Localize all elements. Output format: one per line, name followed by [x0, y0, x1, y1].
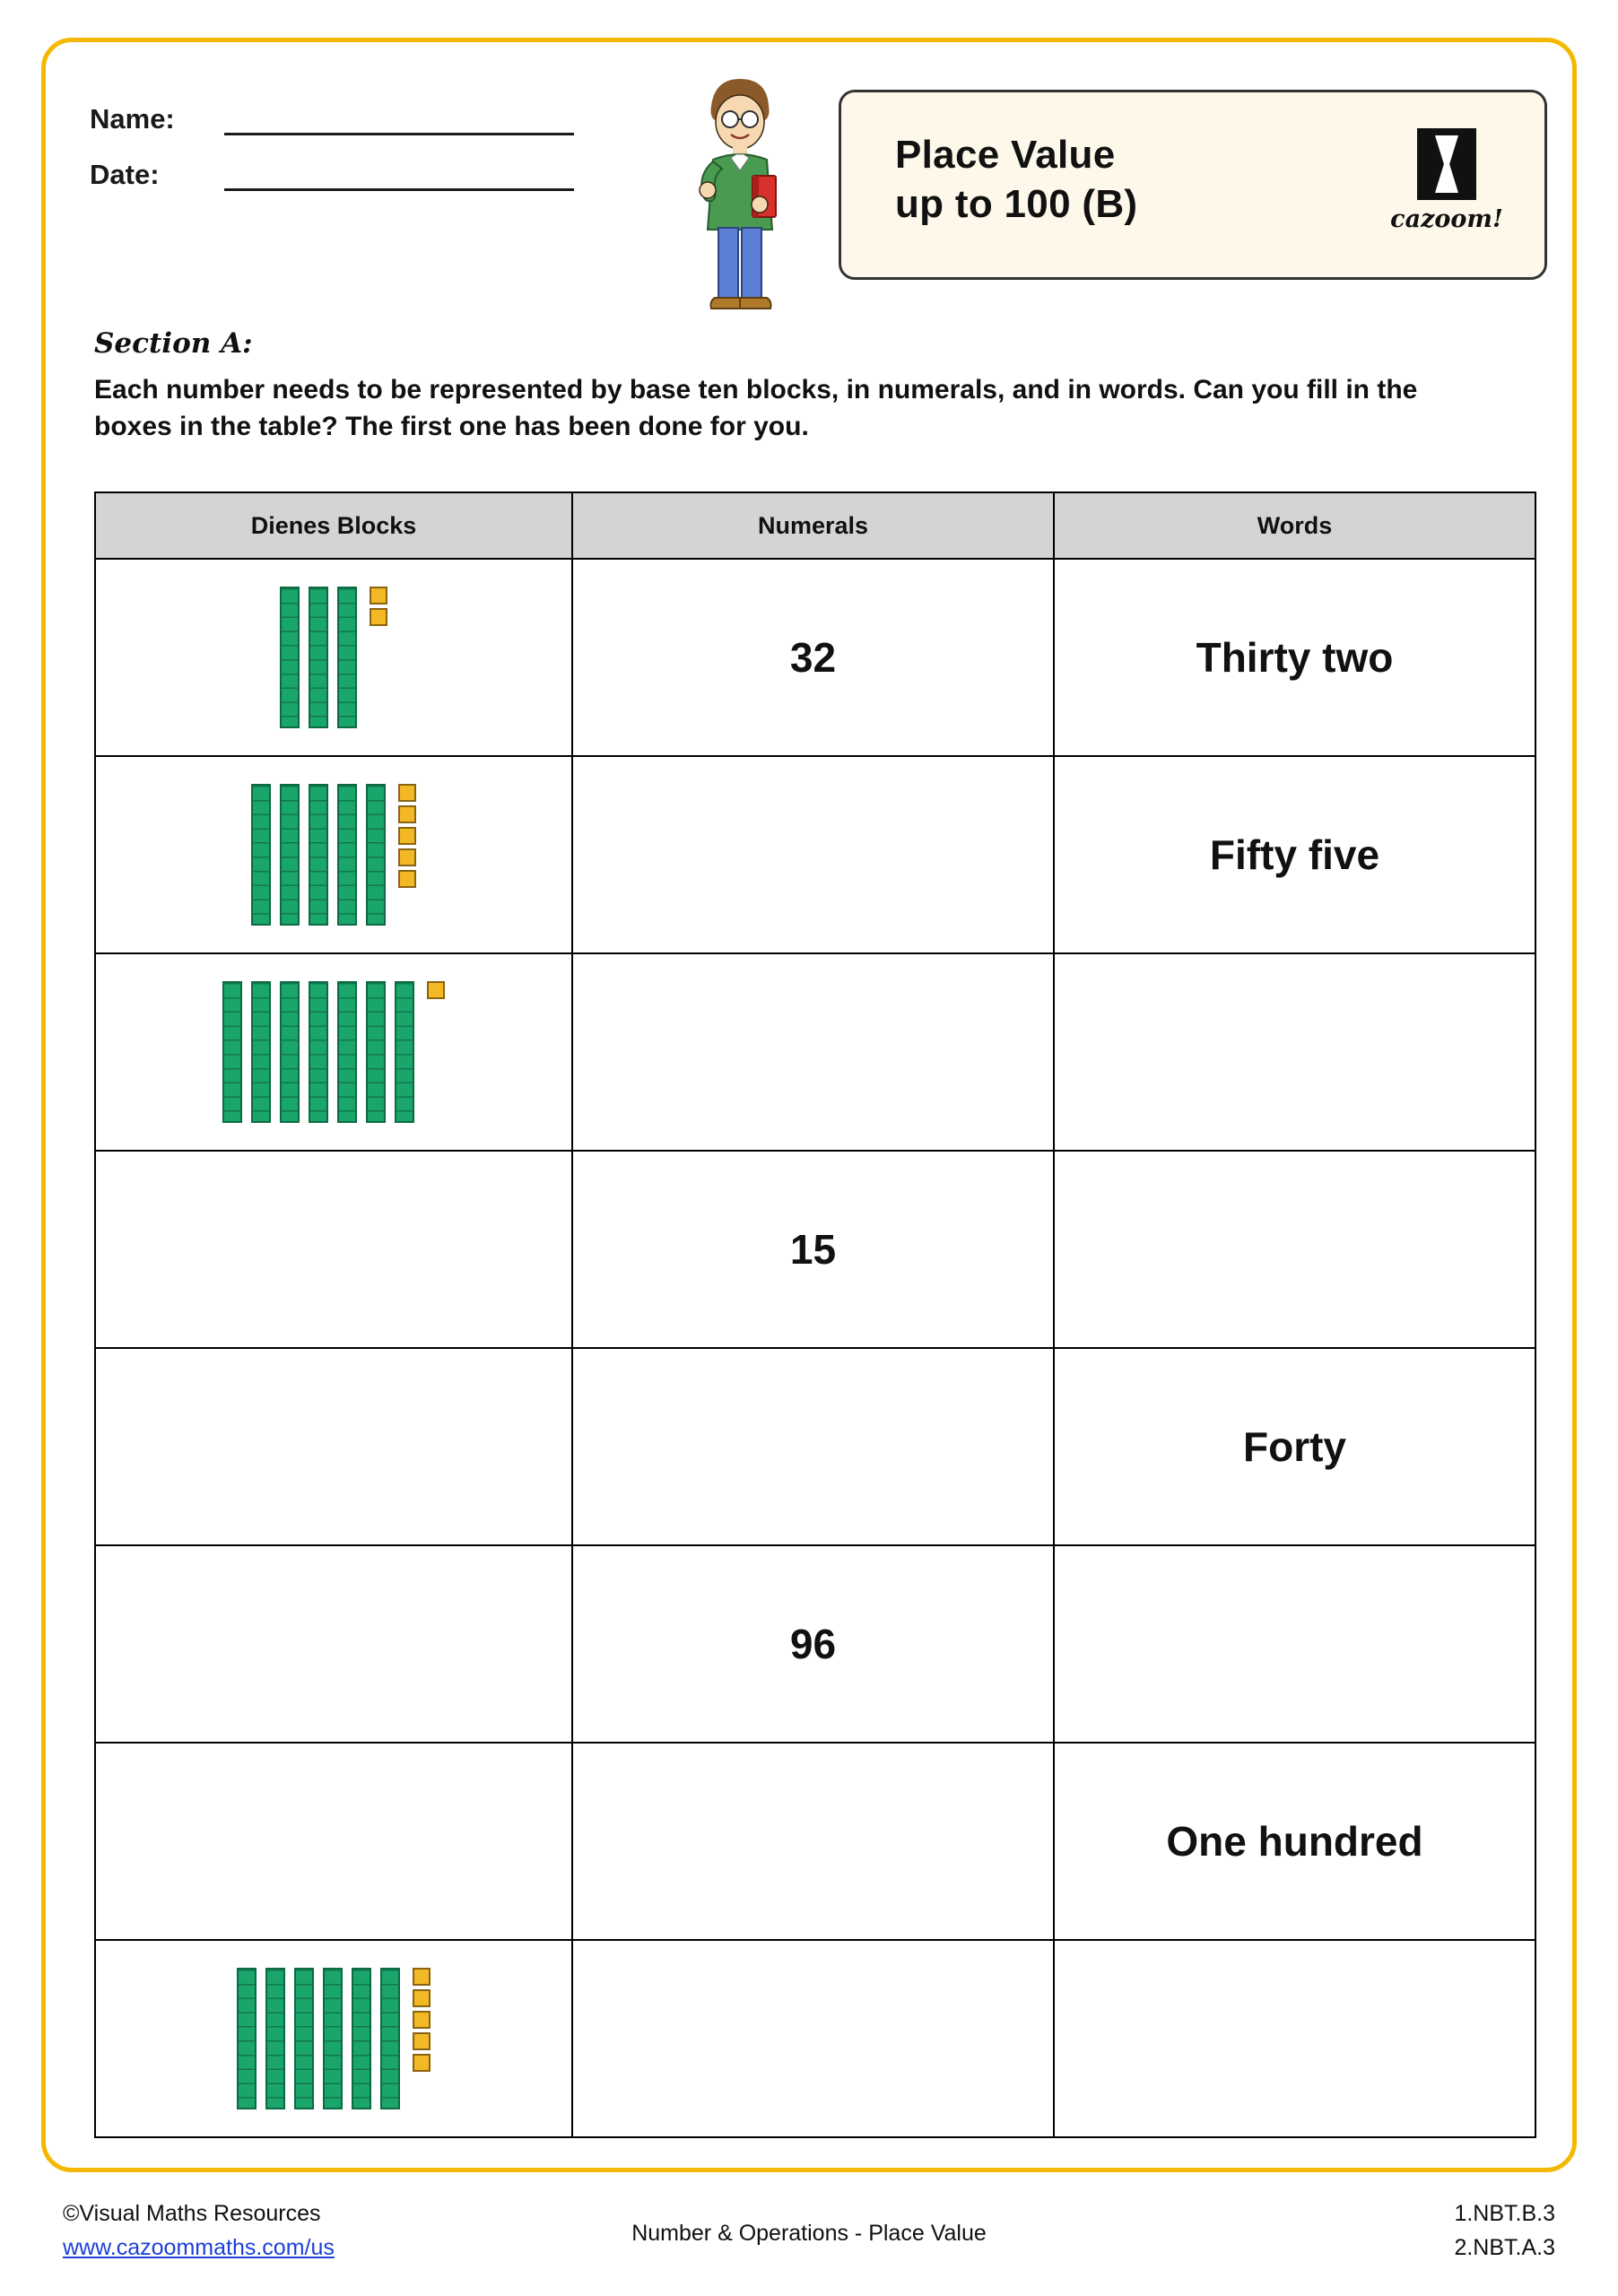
title-line-2: up to 100 (B)	[895, 182, 1138, 226]
words-value: Thirty two	[1196, 634, 1394, 681]
tens-rod	[337, 981, 357, 1123]
date-input-line[interactable]	[224, 161, 574, 191]
ones-units-group	[370, 587, 387, 626]
title-line-1: Place Value	[895, 133, 1116, 177]
hourglass-icon	[1417, 128, 1476, 200]
tens-rod	[309, 784, 328, 926]
name-row	[90, 103, 628, 135]
ones-units-group	[398, 784, 416, 888]
brand-name: cazoom!	[1390, 205, 1503, 233]
ones-units-group	[413, 1968, 431, 2072]
numeral-cell[interactable]	[572, 559, 1054, 756]
copyright-text: ©Visual Maths Resources	[63, 2201, 321, 2226]
table-row	[95, 1151, 1535, 1348]
date-label: Date:	[90, 159, 160, 190]
website-link[interactable]: www.cazoommaths.com/us	[63, 2234, 335, 2260]
ones-cube	[398, 848, 416, 866]
worksheet-footer	[0, 2197, 1618, 2296]
table-body	[95, 559, 1535, 2137]
column-header-words: Words	[1054, 492, 1535, 559]
tens-rod	[237, 1968, 257, 2109]
numeral-cell[interactable]	[572, 953, 1054, 1151]
footer-topic: Number & Operations - Place Value	[631, 2221, 987, 2246]
dienes-blocks-cell	[95, 756, 572, 953]
tens-rod	[280, 784, 300, 926]
tens-rod	[222, 981, 242, 1123]
dienes-blocks-cell	[95, 1940, 572, 2137]
numeral-cell[interactable]	[572, 756, 1054, 953]
words-cell[interactable]	[1054, 559, 1535, 756]
ones-cube	[370, 608, 387, 626]
words-cell[interactable]	[1054, 1940, 1535, 2137]
tens-rod	[251, 981, 271, 1123]
numeral-cell[interactable]	[572, 1940, 1054, 2137]
dienes-blocks-row-2	[96, 757, 571, 952]
tens-rod	[337, 784, 357, 926]
ones-cube	[413, 2011, 431, 2029]
tens-rod	[337, 587, 357, 728]
ones-cube	[427, 981, 445, 999]
table-row	[95, 1743, 1535, 1940]
footer-standards	[1454, 2197, 1555, 2265]
tens-rod	[251, 784, 271, 926]
dienes-blocks-cell[interactable]	[95, 1545, 572, 1743]
numeral-cell[interactable]	[572, 1348, 1054, 1545]
words-value: Forty	[1243, 1423, 1346, 1470]
numeral-cell[interactable]	[572, 1151, 1054, 1348]
name-date-block	[90, 103, 628, 214]
table-row	[95, 1940, 1535, 2137]
title-box	[839, 90, 1547, 280]
name-input-line[interactable]	[224, 106, 574, 135]
tens-rod	[294, 1968, 314, 2109]
dienes-blocks-row-7	[96, 1744, 571, 1939]
numeral-cell[interactable]	[572, 1545, 1054, 1743]
standard-1: 1.NBT.B.3	[1454, 2201, 1555, 2226]
date-row	[90, 159, 628, 191]
ones-cube	[398, 870, 416, 888]
tens-rod	[366, 981, 386, 1123]
ones-cube	[413, 1989, 431, 2007]
tens-rod	[265, 1968, 285, 2109]
table-header-row	[95, 492, 1535, 559]
table-row	[95, 756, 1535, 953]
words-value: One hundred	[1166, 1818, 1423, 1865]
section-label: Section A:	[94, 327, 253, 360]
dienes-blocks-cell	[95, 953, 572, 1151]
words-cell[interactable]	[1054, 1545, 1535, 1743]
column-header-numerals: Numerals	[572, 492, 1054, 559]
numeral-value: 32	[789, 634, 837, 681]
words-cell[interactable]	[1054, 1151, 1535, 1348]
ones-cube	[413, 1968, 431, 1986]
ones-cube	[398, 784, 416, 802]
name-label: Name:	[90, 103, 175, 135]
dienes-blocks-row-8	[96, 1941, 571, 2136]
standard-2: 2.NBT.A.3	[1454, 2234, 1555, 2260]
table-row	[95, 1545, 1535, 1743]
dienes-blocks-row-5	[96, 1349, 571, 1544]
dienes-blocks-cell[interactable]	[95, 1743, 572, 1940]
tens-rod	[309, 981, 328, 1123]
dienes-blocks-cell[interactable]	[95, 1151, 572, 1348]
ones-cube	[413, 2054, 431, 2072]
tens-rod	[280, 981, 300, 1123]
column-header-dienes-blocks: Dienes Blocks	[95, 492, 572, 559]
ones-cube	[370, 587, 387, 604]
words-cell[interactable]	[1054, 1348, 1535, 1545]
ones-cube	[413, 2032, 431, 2050]
tens-rod	[309, 587, 328, 728]
numeral-cell[interactable]	[572, 1743, 1054, 1940]
dienes-blocks-row-3	[96, 954, 571, 1150]
tens-rod	[380, 1968, 400, 2109]
dienes-blocks-row-6	[96, 1546, 571, 1742]
dienes-blocks-cell	[95, 559, 572, 756]
page-title	[895, 130, 1137, 229]
tens-rod	[366, 784, 386, 926]
table-row	[95, 1348, 1535, 1545]
words-cell[interactable]	[1054, 1743, 1535, 1940]
table-row	[95, 953, 1535, 1151]
worksheet-header	[81, 63, 1543, 278]
section-description: Each number needs to be represented by base ten blocks, in numerals, and in words. Can you fill in the boxes in the table? The first one has been done for you.	[94, 375, 1418, 441]
numeral-value: 15	[789, 1226, 837, 1273]
words-cell[interactable]	[1054, 953, 1535, 1151]
brand-logo	[1379, 128, 1514, 233]
tens-rod	[352, 1968, 371, 2109]
dienes-blocks-row-4	[96, 1152, 571, 1347]
table-row	[95, 559, 1535, 756]
tens-rod	[395, 981, 414, 1123]
words-cell[interactable]	[1054, 756, 1535, 953]
place-value-table	[94, 491, 1536, 2138]
ones-units-group	[427, 981, 445, 999]
numeral-value: 96	[789, 1621, 837, 1667]
words-value: Fifty five	[1209, 831, 1380, 878]
dienes-blocks-row-1	[96, 560, 571, 755]
ones-cube	[398, 805, 416, 823]
ones-cube	[398, 827, 416, 845]
dienes-blocks-cell[interactable]	[95, 1348, 572, 1545]
tens-rod	[280, 587, 300, 728]
tens-rod	[323, 1968, 343, 2109]
teacher-character-illustration	[677, 70, 803, 339]
